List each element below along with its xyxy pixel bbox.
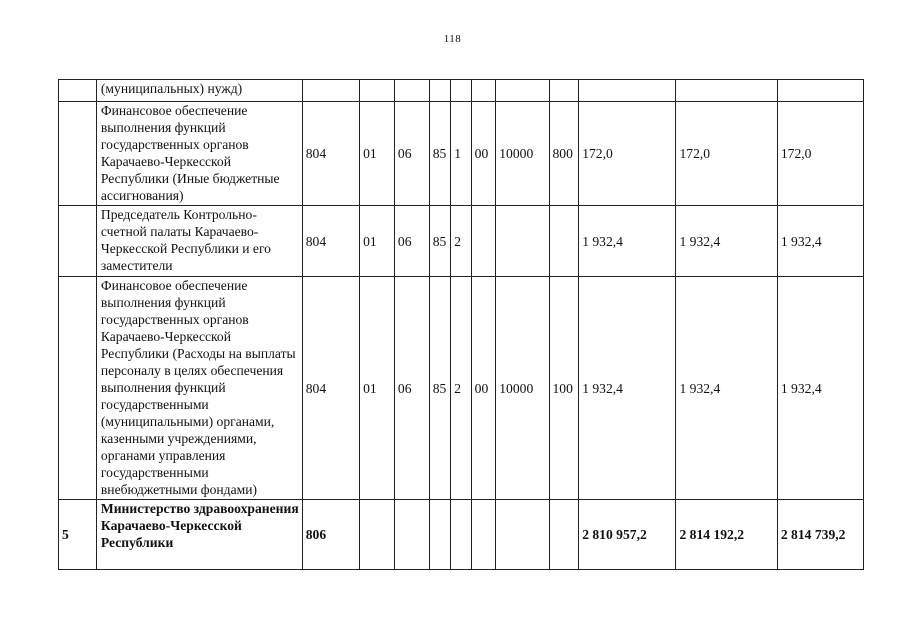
direction-code: 10000 [496,277,549,500]
expense-type-code: 800 [549,102,579,206]
amount-year-3: 1 932,4 [777,277,863,500]
section-code: 01 [360,277,395,500]
section-code: 01 [360,206,395,277]
direction-code [496,80,549,102]
program-code: 85 [429,102,451,206]
main-event-code [471,500,496,570]
subprogram-code: 1 [451,102,471,206]
amount-year-1: 172,0 [579,102,676,206]
expense-type-code [549,206,579,277]
ministry-code: 804 [302,102,359,206]
row-name: (муниципальных) нужд) [96,80,302,102]
subprogram-code: 2 [451,206,471,277]
main-event-code [471,80,496,102]
program-code [429,80,451,102]
subsection-code: 06 [394,206,429,277]
expense-type-code [549,80,579,102]
subsection-code: 06 [394,102,429,206]
amount-year-3: 1 932,4 [777,206,863,277]
amount-year-2: 1 932,4 [676,277,777,500]
subsection-code [394,500,429,570]
table-row [59,277,864,500]
ministry-code: 806 [302,500,359,570]
row-index [59,80,97,102]
table-row [59,500,864,570]
ministry-code: 804 [302,206,359,277]
row-name: Министерство здравоохранения Карачаево-Черкесской Республики [96,500,302,570]
subsection-code [394,80,429,102]
row-index [59,102,97,206]
direction-code [496,500,549,570]
expense-type-code: 100 [549,277,579,500]
ministry-code [302,80,359,102]
budget-table [58,79,864,570]
subprogram-code: 2 [451,277,471,500]
amount-year-1 [579,80,676,102]
table-row [59,206,864,277]
row-name: Финансовое обеспечение выполнения функций государственных органов Карачаево-Черкесской Республики (Иные бюджетные ассигнования) [96,102,302,206]
main-event-code [471,206,496,277]
ministry-code: 804 [302,277,359,500]
program-code: 85 [429,277,451,500]
expense-type-code [549,500,579,570]
section-code [360,80,395,102]
amount-year-3: 172,0 [777,102,863,206]
amount-year-3 [777,80,863,102]
direction-code [496,206,549,277]
row-index [59,277,97,500]
program-code [429,500,451,570]
row-index [59,206,97,277]
row-name: Финансовое обеспечение выполнения функций государственных органов Карачаево-Черкесской Республики (Расходы на выплаты персоналу в целях обеспечения выполнения функций государственными (муниципальными) органами, казенными учреждениями, органами управления государственными внебюджетными фондами) [96,277,302,500]
amount-year-1: 1 932,4 [579,277,676,500]
amount-year-2: 1 932,4 [676,206,777,277]
row-name: Председатель Контрольно-счетной палаты Карачаево-Черкесской Республики и его заместители [96,206,302,277]
table-row [59,80,864,102]
section-code [360,500,395,570]
direction-code: 10000 [496,102,549,206]
page-number: 118 [443,33,462,45]
main-event-code: 00 [471,102,496,206]
program-code: 85 [429,206,451,277]
amount-year-1: 2 810 957,2 [579,500,676,570]
amount-year-1: 1 932,4 [579,206,676,277]
amount-year-2: 2 814 192,2 [676,500,777,570]
subprogram-code [451,500,471,570]
section-code: 01 [360,102,395,206]
subprogram-code [451,80,471,102]
row-index: 5 [59,500,97,570]
main-event-code: 00 [471,277,496,500]
subsection-code: 06 [394,277,429,500]
table-row [59,102,864,206]
amount-year-2 [676,80,777,102]
amount-year-2: 172,0 [676,102,777,206]
amount-year-3: 2 814 739,2 [777,500,863,570]
